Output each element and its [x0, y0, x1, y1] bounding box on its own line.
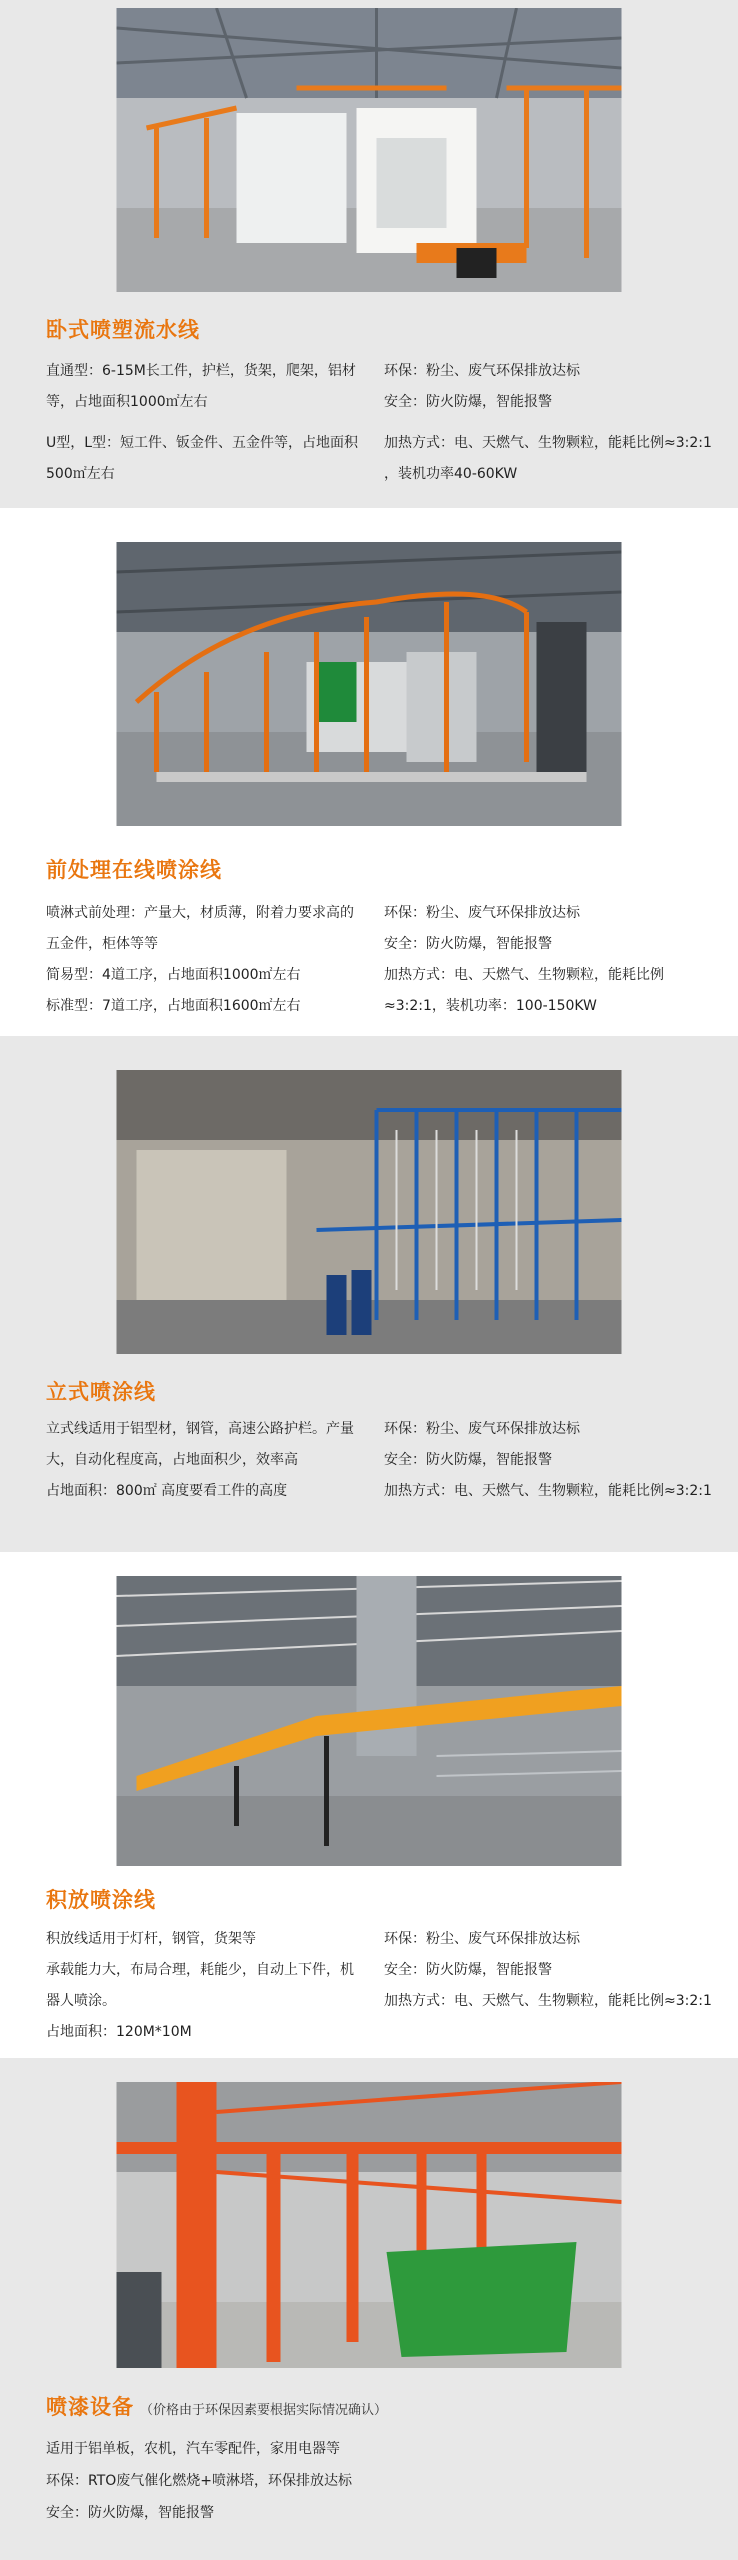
- spec-line: 环保：RTO废气催化燃烧+喷淋塔，环保排放达标: [46, 2473, 353, 2489]
- spec-line: 安全：防火防爆，智能报警: [384, 1452, 552, 1468]
- section-title-text: 喷漆设备: [46, 2395, 134, 2419]
- section-title: [46, 2391, 387, 2421]
- section-right-column: [384, 1414, 714, 1507]
- spec-line: 简易型：4道工序，占地面积1000㎡左右: [46, 967, 301, 983]
- spec-line: 加热方式：电、天燃气、生物颗粒，能耗比例≈3:2:1，装机功率：100-150KW: [384, 967, 664, 1014]
- section-left-column: [46, 898, 366, 1022]
- spec-line: 占地面积：800㎡ 高度要看工件的高度: [46, 1483, 288, 1499]
- spec-line: 标准型：7道工序，占地面积1600㎡左右: [46, 998, 301, 1014]
- spec-line: 立式线适用于铝型材，钢管，高速公路护栏。产量大，自动化程度高，占地面积少，效率高: [46, 1421, 354, 1468]
- section-title: 积放喷涂线: [46, 1888, 156, 1912]
- section-right-column: [384, 1924, 714, 2017]
- section-left-column: [46, 1924, 366, 2048]
- section-title: 立式喷涂线: [46, 1380, 156, 1404]
- spec-line: 承载能力大，布局合理，耗能少，自动上下件，机器人喷涂。: [46, 1962, 354, 2009]
- spec-line: 安全：防火防爆，智能报警: [384, 394, 552, 410]
- section-left-column: [46, 356, 366, 490]
- section-left-column: [46, 1414, 366, 1507]
- section-horizontal-line: [0, 0, 738, 508]
- section-right-column: [384, 898, 714, 1022]
- spec-line: 环保：粉尘、废气环保排放达标: [384, 1931, 580, 1947]
- photo-accumulation-line: [117, 1576, 622, 1866]
- photo-vertical-spray-line: [117, 1070, 622, 1354]
- spec-line: 加热方式：电、天燃气、生物颗粒，能耗比例≈3:2:1: [384, 1483, 712, 1499]
- spec-line: 直通型：6-15M长工件，护栏，货架，爬架，铝材等，占地面积1000㎡左右: [46, 363, 356, 410]
- spec-line: 安全：防火防爆，智能报警: [384, 1962, 552, 1978]
- price-note: （价格由于环保因素要根据实际情况确认）: [140, 2403, 388, 2418]
- spec-line: 环保：粉尘、废气环保排放达标: [384, 363, 580, 379]
- spec-line: 环保：粉尘、废气环保排放达标: [384, 1421, 580, 1437]
- spec-line: 适用于铝单板，农机，汽车零配件，家用电器等: [46, 2441, 340, 2457]
- section-paint-equipment: [0, 2058, 738, 2560]
- section-spec-lines: [46, 2433, 706, 2529]
- spec-line: 加热方式：电、天燃气、生物颗粒，能耗比例≈3:2:1 ，装机功率40-60KW: [384, 435, 712, 482]
- spec-line: 安全：防火防爆，智能报警: [46, 2505, 214, 2521]
- spec-line: 加热方式：电、天燃气、生物颗粒，能耗比例≈3:2:1: [384, 1993, 712, 2009]
- photo-paint-equipment: [117, 2082, 622, 2368]
- spec-line: 喷淋式前处理：产量大，材质薄，附着力要求高的五金件，柜体等等: [46, 905, 354, 952]
- photo-horizontal-spray-line: [117, 8, 622, 292]
- section-accumulation-line: [0, 1552, 738, 2058]
- spec-line: 环保：粉尘、废气环保排放达标: [384, 905, 580, 921]
- section-vertical-line: [0, 1036, 738, 1552]
- section-title: 卧式喷塑流水线: [46, 318, 200, 342]
- section-title: 前处理在线喷涂线: [46, 858, 222, 882]
- spec-line: U型，L型：短工件、钣金件、五金件等，占地面积500㎡左右: [46, 435, 359, 482]
- section-right-column: [384, 356, 714, 490]
- photo-pretreatment-line: [117, 542, 622, 826]
- spec-line: 积放线适用于灯杆，钢管，货架等: [46, 1931, 256, 1947]
- spec-line: 安全：防火防爆，智能报警: [384, 936, 552, 952]
- spec-line: 占地面积：120M*10M: [46, 2024, 192, 2040]
- section-pretreatment-line: [0, 508, 738, 1036]
